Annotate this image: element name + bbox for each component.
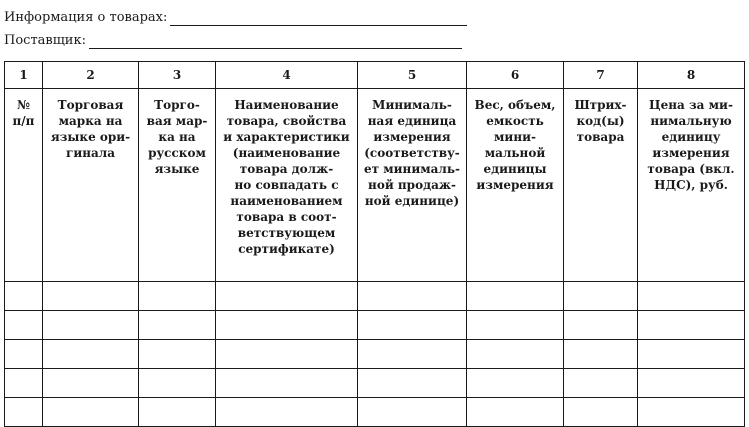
table-cell[interactable] [43, 369, 139, 398]
table-cell[interactable] [5, 340, 43, 369]
table-cell[interactable] [467, 398, 564, 427]
column-header-cell [564, 89, 638, 282]
column-number: 4 [216, 62, 358, 89]
table-cell[interactable] [139, 311, 216, 340]
data-rows [5, 282, 745, 427]
column-header: Цена за ми- нимальную единицу измерения товара (вкл. НДС), руб. [647, 98, 735, 192]
table-cell[interactable] [467, 369, 564, 398]
table-row [5, 340, 745, 369]
table-cell[interactable] [564, 369, 638, 398]
table-cell[interactable] [467, 282, 564, 311]
column-number: 3 [139, 62, 216, 89]
column-header: Минималь- ная единица измерения (соответству- ет минималь- ной продаж- ной единице) [363, 98, 461, 208]
table-cell[interactable] [43, 282, 139, 311]
goods-table [4, 61, 745, 427]
table-cell[interactable] [216, 340, 358, 369]
column-header: № п/п [12, 98, 35, 128]
column-number: 5 [358, 62, 467, 89]
column-header-row [5, 89, 745, 282]
table-cell[interactable] [358, 369, 467, 398]
table-cell[interactable] [638, 282, 745, 311]
table-cell[interactable] [638, 311, 745, 340]
table-cell[interactable] [564, 311, 638, 340]
column-header: Торговая марка на языке ори- гинала [50, 98, 131, 160]
table-cell[interactable] [5, 398, 43, 427]
table-cell[interactable] [358, 340, 467, 369]
supplier-blank-field[interactable] [89, 36, 462, 49]
info-line [4, 10, 467, 26]
table-cell[interactable] [638, 369, 745, 398]
column-header-cell [216, 89, 358, 282]
table-cell[interactable] [358, 398, 467, 427]
table-cell[interactable] [5, 311, 43, 340]
table-cell[interactable] [467, 340, 564, 369]
column-header-cell [638, 89, 745, 282]
column-number: 2 [43, 62, 139, 89]
table-cell[interactable] [216, 398, 358, 427]
supplier-line [4, 33, 462, 49]
column-number: 8 [638, 62, 745, 89]
table-cell[interactable] [43, 398, 139, 427]
table-cell[interactable] [216, 282, 358, 311]
table-cell[interactable] [139, 369, 216, 398]
table-row [5, 311, 745, 340]
info-label: Информация о товарах: [4, 10, 168, 25]
table-cell[interactable] [5, 282, 43, 311]
table-cell[interactable] [564, 340, 638, 369]
column-number-row [5, 62, 745, 89]
table-cell[interactable] [139, 398, 216, 427]
table-row [5, 398, 745, 427]
table-cell[interactable] [139, 340, 216, 369]
table-row [5, 369, 745, 398]
column-header: Торго- вая мар- ка на русском языке [146, 98, 208, 176]
table-cell[interactable] [139, 282, 216, 311]
column-header-cell [358, 89, 467, 282]
column-header-cell [5, 89, 43, 282]
table-cell[interactable] [358, 311, 467, 340]
info-blank-field[interactable] [170, 13, 467, 26]
table-cell[interactable] [564, 282, 638, 311]
table-cell[interactable] [43, 311, 139, 340]
column-header: Наименование товара, свойства и характеристики (наименование товара долж- но совпадать с наименованием товара в соот- ветствующем сертификате) [223, 98, 350, 256]
column-header: Штрих- код(ы) товара [574, 98, 627, 144]
table-cell[interactable] [638, 398, 745, 427]
table-row [5, 282, 745, 311]
column-number: 7 [564, 62, 638, 89]
table-cell[interactable] [43, 340, 139, 369]
column-header: Вес, объем, емкость мини- мальной единицы измерения [474, 98, 556, 192]
column-number: 1 [5, 62, 43, 89]
column-number: 6 [467, 62, 564, 89]
column-header-cell [139, 89, 216, 282]
table-cell[interactable] [216, 311, 358, 340]
table-cell[interactable] [358, 282, 467, 311]
table-cell[interactable] [564, 398, 638, 427]
table-cell[interactable] [467, 311, 564, 340]
column-header-cell [467, 89, 564, 282]
column-header-cell [43, 89, 139, 282]
table-cell[interactable] [5, 369, 43, 398]
supplier-label: Поставщик: [4, 33, 86, 48]
table-cell[interactable] [216, 369, 358, 398]
table-cell[interactable] [638, 340, 745, 369]
